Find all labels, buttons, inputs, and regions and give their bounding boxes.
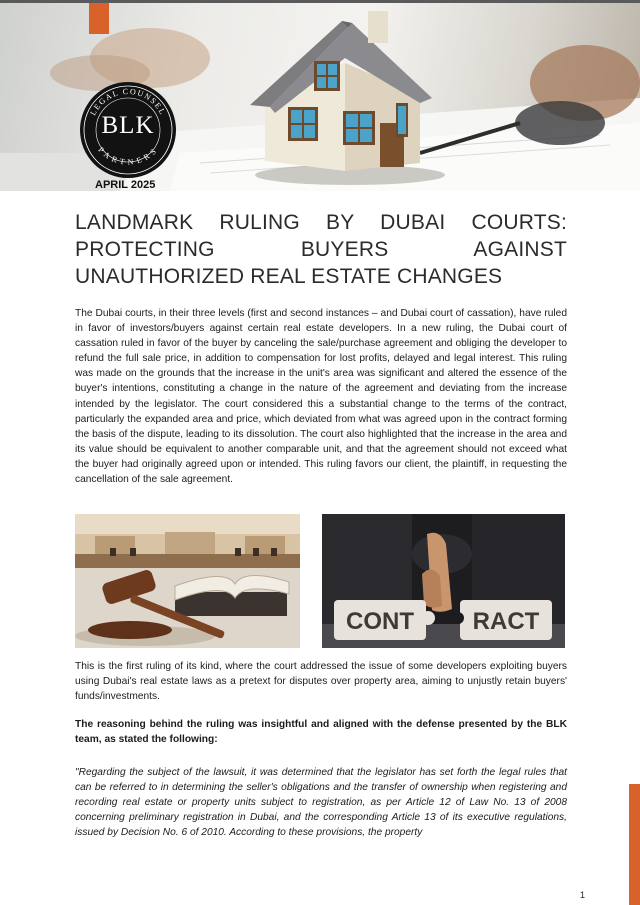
publication-date: APRIL 2025 xyxy=(95,179,156,191)
puzzle-right-text: RACT xyxy=(472,608,540,635)
page-number: 1 xyxy=(580,890,586,900)
paragraph-ruling-summary: The Dubai courts, in their three levels (first and second instances – and Dubai court of cassation), have ruled in favor of investors/buyers against certain real estate developers. In a new ruling, the Dubai court of cassation ruled in favor of the buyer by canceling the sale/purchase agreement and obliging the developer to refund the full sale price, in addition to compensation for lost profits, delayed and legal interest. This ruling was made on the grounds that the increase in the unit's area was significant and altered the essence of the buyer's intentions, constituting a change in the nature of the agreement and deviating from the increase intended by the legislator. The court considered this a substantial change to the terms of the contract, particularly the expanded area and price, which deviated from what was agreed upon in the contract forming the basis of the dispute, leading to its dissolution. The court also highlighted that the increase in the area and its value should be equivalent to another comparable unit, and that the agreement should not exceed what the buyer had originally agreed upon or intended. This ruling favors our client, the plaintiff, in requesting the cancellation of the sale agreement. xyxy=(75,308,567,486)
svg-text:PARTNERS xyxy=(96,145,159,166)
article-title: LANDMARK RULING BY DUBAI COURTS: PROTECTING BUYERS AGAINST UNAUTHORIZED REAL ESTATE CHANGES xyxy=(75,211,567,288)
logo-ring-top-text: LEGAL COUNSEL xyxy=(88,86,168,117)
orange-accent-tab xyxy=(89,3,109,34)
paragraph-court-quote: "Regarding the subject of the lawsuit, it was determined that the legislator has set forth the legal rules that can be referred to in determining the seller's obligations and the transfer of ownership when registering and recording real estate or property units subject to registration, as per Article 12 of Law No. 13 of 2008 concerning preliminary registration in Dubai, and the corresponding Article 13 of its executive regulations, issued by Decision No. 6 of 2010. According to these provisions, the property xyxy=(75,767,567,839)
orange-side-bar xyxy=(629,784,640,905)
puzzle-left-text: CONT xyxy=(346,608,414,635)
logo-ring-bottom-text: PARTNERS xyxy=(96,145,160,167)
paragraph-first-ruling: This is the first ruling of its kind, where the court addressed the issue of some developers exploiting buyers using Dubai's real estate laws as a pretext for disputes over property area, aiming to unjustly retain buyers' funds/investments. xyxy=(75,661,567,703)
contract-puzzle-image xyxy=(322,514,565,648)
blk-logo xyxy=(80,82,176,178)
logo-wordmark: BLK xyxy=(101,112,155,139)
courtroom-gavel-image xyxy=(75,514,300,648)
paragraph-reasoning-intro: The reasoning behind the ruling was insightful and aligned with the defense presented by the BLK team, as stated the following: xyxy=(75,719,567,746)
